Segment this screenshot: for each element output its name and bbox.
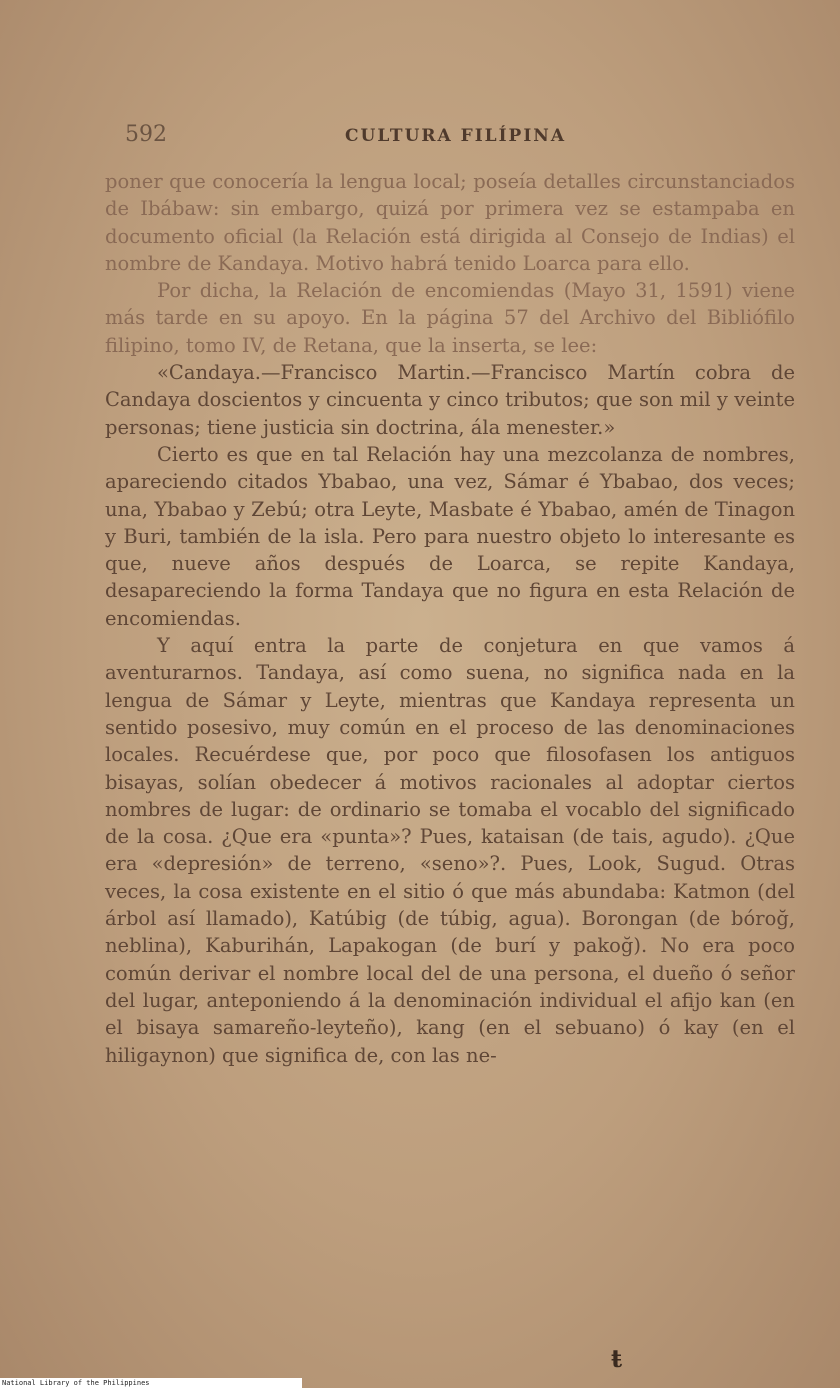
page-number: 592 <box>125 122 167 147</box>
footer-credit: National Library of the Philippines <box>0 1378 302 1388</box>
body-text <box>105 168 795 1069</box>
paragraph-2: Por dicha, la Relación de encomiendas (Mayo 31, 1591) viene más tarde en su apoyo. En la página 57 del Archivo del Bibliófilo filipino, tomo IV, de Retana, que la inserta, se lee: <box>105 279 795 357</box>
ink-mark: ŧ <box>611 1344 623 1373</box>
paragraph-3-quote: «Candaya.—Francisco Martin.—Francisco Martín cobra de Candaya doscientos y cincuenta y cinco tributos; que son mil y veinte personas; tiene justicia sin doctrina, ála menester.» <box>105 361 795 439</box>
paragraph-5: Y aquí entra la parte de conjetura en que vamos á aventurarnos. Tandaya, así como suena, no significa nada en la lengua de Sámar y Leyte, mientras que Kandaya representa un sentido posesivo, muy común en el proceso de las denominaciones locales. Recuérdese que, por poco que filosofasen los antiguos bisayas, solían obedecer á motivos racionales al adoptar ciertos nombres de lugar: de ordinario se tomaba el vocablo del significado de la cosa. ¿Que era «punta»? Pues, kataisan (de tais, agudo). ¿Que era «depresión» de terreno, «seno»?. Pues, Look, Sugud. Otras veces, la cosa existente en el sitio ó que más abundaba: Katmon (del árbol así llamado), Katúbig (de túbig, agua). Borongan (de bóroğ, neblina), Kaburihán, Lapakogan (de burí y pakoğ). No era poco común derivar el nombre local del de una persona, el dueño ó señor del lugar, anteponiendo á la denominación individual el afijo kan (en el bisaya samareño-leyteño), kang (en el sebuano) ó kay (en el hiligaynon) que significa de, con las ne- <box>105 634 795 1067</box>
paragraph-1: poner que conocería la lengua local; poseía detalles circunstanciados de Ibábaw: sin embargo, quizá por primera vez se estampaba en documento oficial (la Relación está dirigida al Consejo de Indias) el nombre de Kandaya. Motivo habrá tenido Loarca para ello. <box>105 170 795 275</box>
running-head: CULTURA FILÍPINA <box>345 126 567 146</box>
page-header <box>125 122 805 152</box>
paragraph-4: Cierto es que en tal Relación hay una mezcolanza de nombres, apareciendo citados Ybabao, una vez, Sámar é Ybabao, dos veces; una, Ybabao y Zebú; otra Leyte, Masbate é Ybabao, amén de Tinagon y Buri, también de la isla. Pero para nuestro objeto lo interesante es que, nueve años después de Loarca, se repite Kandaya, desapareciendo la forma Tandaya que no figura en esta Relación de encomiendas. <box>105 442 795 630</box>
